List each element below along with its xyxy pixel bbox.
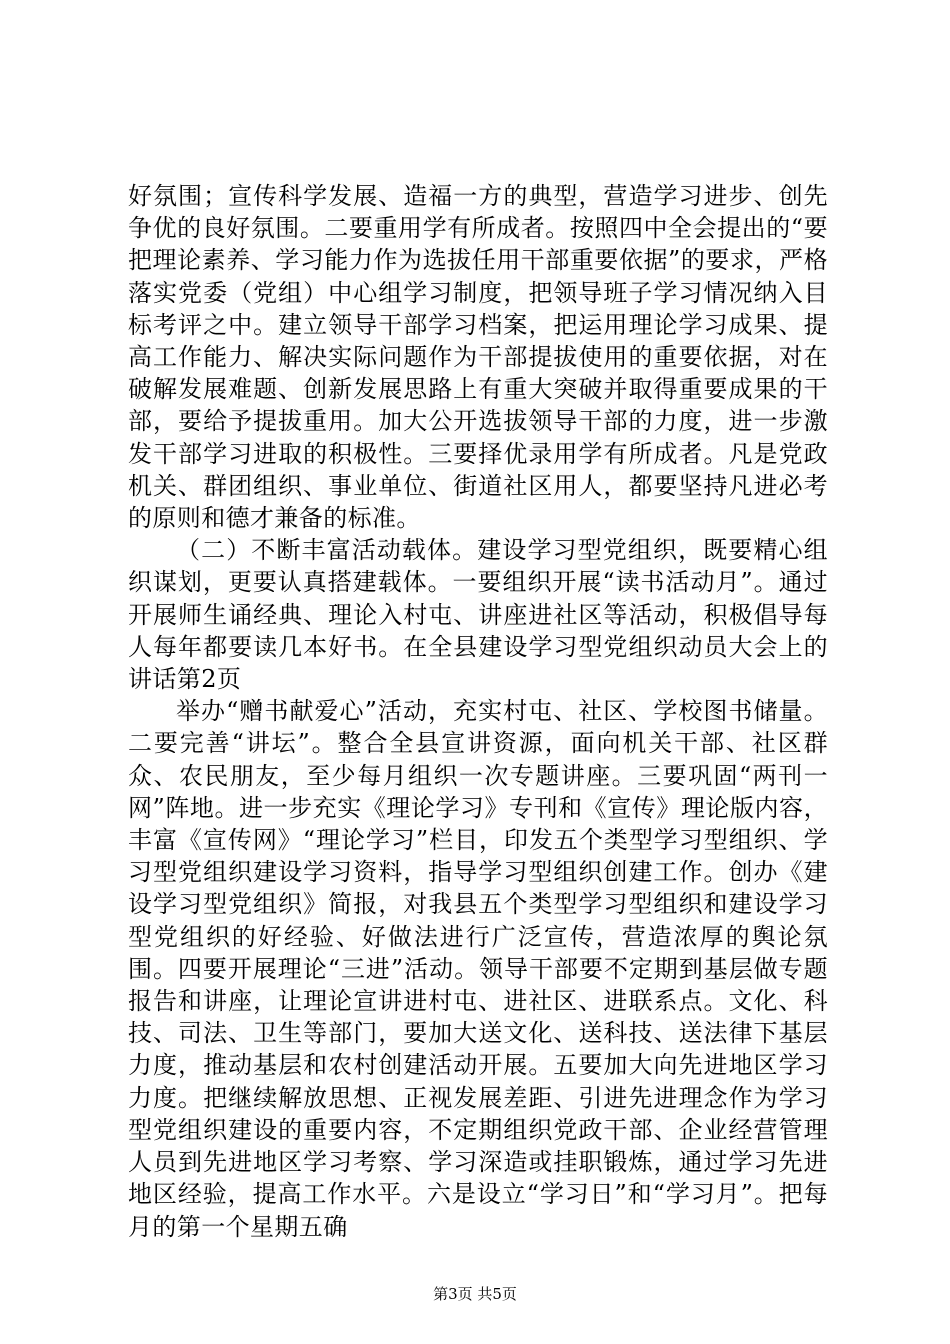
paragraph-continued: 好氛围；宣传科学发展、造福一方的典型，营造学习进步、创先争优的良好氛围。二要重用学有所成者。按照四中全会提出的“要把理论素养、学习能力作为选拔任用干部重要依据”的要求，严格落实党委（党组）中心组学习制度，把领导班子学习情况纳入目标考评之中。建立领导干部学习档案，把运用理论学习成果、提高工作能力、解决实际问题作为干部提拔使用的重要依据，对在破解发展难题、创新发展思路上有重大突破并取得重要成果的干部，要给予提拔重用。加大公开选拔领导干部的力度，进一步激发干部学习进取的积极性。三要择优录用学有所成者。凡是党政机关、群团组织、事业单位、街道社区用人，都要坚持凡进必考的原则和德才兼备的标准。 bbox=[128, 182, 828, 533]
document-body bbox=[128, 180, 828, 1243]
paragraph-activities: 举办“赠书献爱心”活动，充实村屯、社区、学校图书储量。二要完善“讲坛”。整合全县宣讲资源，面向机关干部、社区群众、农民朋友，至少每月组织一次专题讲座。三要巩固“两刊一网”阵地。进一步充实《理论学习》专刊和《宣传》理论版内容，丰富《宣传网》“理论学习”栏目，印发五个类型学习型组织、学习型党组织建设学习资料，指导学习型组织创建工作。创办《建设学习型党组织》简报，对我县五个类型学习型组织和建设学习型党组织的好经验、好做法进行广泛宣传，营造浓厚的舆论氛围。四要开展理论“三进”活动。领导干部要不定期到基层做专题报告和讲座，让理论宣讲进村屯、进社区、进联系点。文化、科技、司法、卫生等部门，要加大送文化、送科技、送法律下基层力度，推动基层和农村创建活动开展。五要加大向先进地区学习力度。把继续解放思想、正视发展差距、引进先进理念作为学习型党组织建设的重要内容，不定期组织党政干部、企业经营管理人员到先进地区学习考察、学习深造或挂职锻炼，通过学习先进地区经验，提高工作水平。六是设立“学习日”和“学习月”。把每月的第一个星期五确 bbox=[128, 697, 828, 1241]
paragraph-section-two: （二）不断丰富活动载体。建设学习型党组织，既要精心组织谋划，更要认真搭建载体。一要组织开展“读书活动月”。通过开展师生诵经典、理论入村屯、讲座进社区等活动，积极倡导每人每年都要读几本好书。在全县建设学习型党组织动员大会上的讲话第2页 bbox=[128, 536, 828, 694]
page-footer: 第3页 共5页 bbox=[433, 1285, 517, 1303]
